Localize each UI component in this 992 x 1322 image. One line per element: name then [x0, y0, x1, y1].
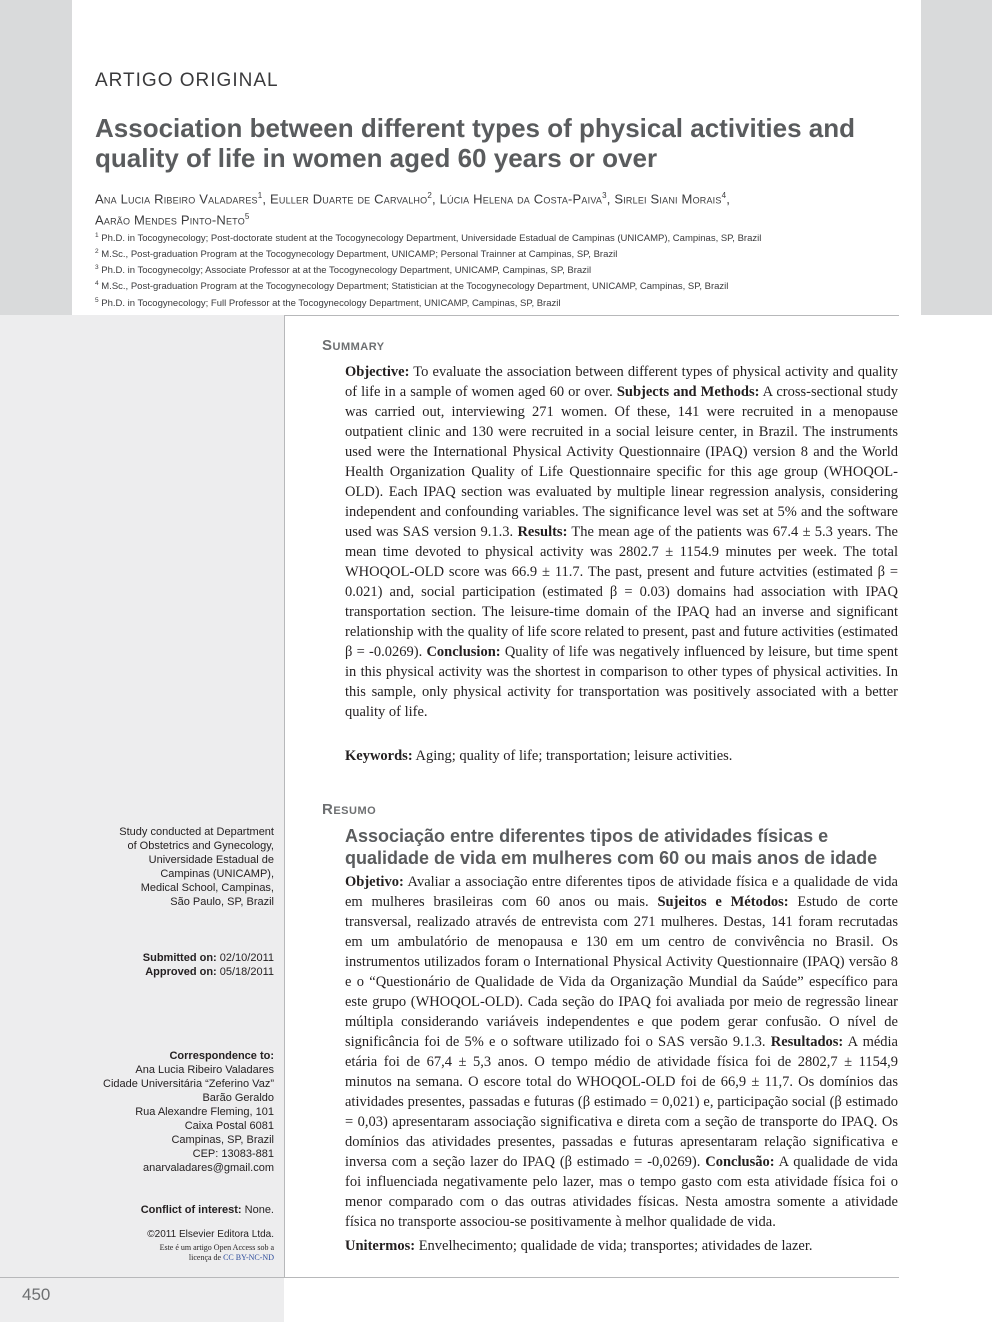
submitted-date: 02/10/2011	[216, 952, 274, 964]
objective-label: Objective:	[345, 364, 410, 380]
correspondence	[103, 1049, 274, 1175]
page-number: 450	[22, 1285, 51, 1304]
article-title: Association between different types of physical activities and quality of life in women aged 60 years or over	[95, 113, 855, 173]
affiliation-item	[95, 261, 895, 277]
resumo-body	[345, 872, 898, 1232]
author-list: Ana Lucia Ribeiro Valadares$^1$, Euller Duarte de Carvalho$^2$, Lúcia Helena da Costa-Paiva$^3$, Sirlei Siani Morais$^4$, Aarão Mendes Pinto-Neto$^5$	[95, 191, 731, 228]
resultados-text: A média etária foi de 67,4 ± 5,3 anos. O tempo médio de atividade física foi de 2802,7 ± 1154,9 minutos na semana. O escore total do WHOQOL-OLD foi de 66,9 ± 11,7. Os domínios das atividades presentes, passadas e futuras (β estimado = 0,021) e, participação social (β estimado = 0,03) apresentaram associação significativa e direta com a seção de transporte do IPAQ. Os domínios das atividades presentes, passadas e futuras apresentaram relação significativa e inversa com a seção lazer do IPAQ (β estimado = -0,0269).	[345, 1034, 898, 1170]
affiliation-item	[95, 229, 895, 245]
results-label: Results:	[517, 524, 568, 540]
submitted-line	[143, 951, 274, 965]
affiliation-text: Ph.D. in Tocogynecolgy; Associate Professor at at the Tocogynecology Department, UNICAMP, Campinas, SP, Brazil	[101, 265, 592, 277]
license-line: Este é um artigo Open Access sob a	[159, 1243, 274, 1252]
author-name: Sirlei Siani Morais	[614, 191, 722, 207]
conflict-text: None.	[241, 1204, 274, 1216]
metodos-text: Estudo de corte transversal, realizado através de entrevista com 271 mulheres. Destas, 141 foram recrutadas em um ambulatório de menopausa e 130 em um centro de convivência no Brasil. Os instrumentos utilizados foram o International Physical Activity Questionnaire (IPAQ) versão 8 e o “Questionário de Qualidade de Vida da Organização Mundial da Saúde” específico para este grupo (WHOQOL-OLD). Cada seção do IPAQ foi avaliada por meio de regressão linear múltipla considerando variáveis independentes e que podem gerar confusão. O nível de significância foi de 5% e o software utilizado foi o SAS versão 9.1.3.	[345, 894, 898, 1050]
affiliation-sup: 3	[95, 264, 99, 272]
approved-label: Approved on:	[145, 966, 217, 978]
approved-line	[143, 965, 274, 979]
sidebar-line: São Paulo, SP, Brazil	[170, 896, 274, 908]
author-name: Lúcia Helena da Costa-Paiva	[439, 191, 603, 207]
summary-heading: Summary	[322, 337, 385, 354]
conclusao-text: A qualidade de vida foi influenciada negativamente pelo lazer, mas o tempo gasto com esta atividade física foi o menor comparado com o das outras atividades físicas. Nesta amostra somente a atividade física no transporte associou-se positivamente à melhor qualidade de vida.	[345, 1154, 898, 1230]
header-band-right	[921, 0, 992, 315]
author-sup: 2	[427, 191, 432, 200]
sidebar-line: Medical School, Campinas,	[140, 882, 274, 894]
divider-horizontal	[284, 315, 899, 316]
methods-text: A cross-sectional study was carried out, interviewing 271 women. Of these, 141 were recruited in a menopause outpatient clinic and 130 were recruited in a social leisure center, in Brazil. The instruments used were the International Physical Activity Questionnaire (IPAQ) version 8 and the World Health Organization Quality of Life Questionnaire specific for this age group (WHOQOL-OLD). Each IPAQ section was evaluated by multiple linear regression analysis, considering independent and confounding variables. The significance level was set at 5% and the software used was SAS version 9.1.3.	[345, 384, 898, 540]
copyright: ©2011 Elsevier Editora Ltda.	[147, 1229, 274, 1240]
approved-date: 05/18/2011	[216, 966, 274, 978]
conclusion-label: Conclusion:	[426, 644, 501, 660]
resumo-heading: Resumo	[322, 801, 377, 818]
sidebar-line: Ana Lucia Ribeiro Valadares	[135, 1064, 274, 1076]
license-notice	[160, 1243, 274, 1263]
affiliation-sup: 1	[95, 232, 99, 239]
sidebar-line: Cidade Universitária “Zeferino Vaz”	[103, 1078, 274, 1090]
sidebar-line: Campinas, SP, Brazil	[171, 1134, 274, 1146]
resultados-label: Resultados:	[770, 1034, 844, 1050]
email-address[interactable]: anarvaladares@gmail.com	[142, 1162, 274, 1174]
author-name: Euller Duarte de Carvalho	[270, 191, 428, 207]
keywords	[345, 748, 898, 765]
unitermos-label: Unitermos:	[345, 1238, 416, 1254]
license-line: licença de	[188, 1253, 224, 1262]
affiliation-sup: 5	[95, 296, 99, 304]
keywords-text: Aging; quality of life; transportation; leisure activities.	[412, 748, 733, 764]
sidebar-line: Universidade Estadual de	[148, 854, 274, 866]
metodos-label: Sujeitos e Métodos:	[657, 894, 789, 910]
objetivo-label: Objetivo:	[345, 874, 404, 890]
sidebar-line: Caixa Postal 6081	[184, 1120, 274, 1132]
affiliation-list	[95, 229, 895, 310]
divider-vertical	[284, 315, 285, 1277]
conflict-of-interest	[141, 1203, 274, 1217]
affiliation-sup: 4	[95, 280, 99, 288]
objetivo-text: Avaliar a associação entre diferentes tipos de atividade física e a qualidade de vida em mulheres brasileiras com 60 anos ou mais.	[345, 874, 898, 910]
correspondence-label: Correspondence to:	[169, 1050, 274, 1062]
unitermos-text: Envelhecimento; qualidade de vida; transportes; atividades de lazer.	[415, 1238, 813, 1254]
sidebar-line: CEP: 13083-881	[192, 1148, 274, 1160]
sidebar-line: Campinas (UNICAMP),	[160, 868, 274, 880]
author-sup: 1	[257, 191, 263, 200]
affiliation-item	[95, 277, 895, 293]
author-name: Ana Lucia Ribeiro Valadares	[95, 191, 258, 207]
footer-divider	[0, 1277, 899, 1278]
conclusao-label: Conclusão:	[705, 1154, 775, 1170]
unitermos	[345, 1238, 898, 1255]
header-band-left	[0, 0, 72, 315]
sidebar-line: of Obstetrics and Gynecology,	[127, 840, 274, 852]
study-location	[119, 825, 274, 909]
author-sup: 3	[602, 191, 607, 200]
conclusion-text: Quality of life was negatively influenced by leisure, but time spent in this physical activity was the shortest in comparison to other types of physical activities. In this sample, only physical activity for transportation was positively associated with a better quality of life.	[345, 644, 898, 720]
sidebar-line: Study conducted at Department	[119, 826, 274, 838]
sidebar-line: Rua Alexandre Fleming, 101	[135, 1106, 274, 1118]
author-name: Aarão Mendes Pinto-Neto	[95, 212, 245, 228]
affiliation-item	[95, 245, 895, 261]
summary-body	[345, 362, 898, 722]
dates	[143, 951, 274, 979]
section-label: ARTIGO ORIGINAL	[95, 70, 279, 91]
resumo-title: Associação entre diferentes tipos de atividades físicas e qualidade de vida em mulheres com 60 ou mais anos de idade	[345, 826, 878, 868]
affiliation-text: M.Sc., Post-graduation Program at the Tocogynecology Department, UNICAMP; Personal Trainner at Campinas, SP, Brazil	[101, 249, 618, 261]
keywords-label: Keywords:	[345, 748, 413, 764]
affiliation-text: Ph.D. in Tocogynecology; Post-doctorate student at the Tocogynecology Department, Universidade Estadual de Campinas (UNICAMP), Campinas, SP, Brazil	[101, 233, 762, 245]
affiliation-item	[95, 294, 895, 310]
affiliation-text: Ph.D. in Tocogynecology; Full Professor at the Tocogynecology Department, UNICAMP, Campinas, SP, Brazil	[101, 297, 561, 309]
sidebar-line: Barão Geraldo	[202, 1092, 274, 1104]
submitted-label: Submitted on:	[142, 952, 217, 964]
results-text: The mean age of the patients was 67.4 ± 5.3 years. The mean time devoted to physical activity was 2802.7 ± 1154.9 minutes per week. The total WHOQOL-OLD score was 66.9 ± 11.7. The past, present and future actvities (estimated β = 0.021) and, social participation (estimated β = 0.03) domains had association with IPAQ transportation section. The leisure-time domain of the IPAQ had an inverse and significant relationship with the quality of life score related to present, past and future activities (estimated β = -0.0269).	[345, 524, 898, 660]
objective-text: To evaluate the association between different types of physical activity and quality of life in a sample of women aged 60 or over.	[345, 364, 898, 400]
methods-label: Subjects and Methods:	[616, 384, 760, 400]
affiliation-sup: 2	[95, 248, 99, 256]
author-sup: 4	[721, 191, 727, 200]
license-link[interactable]: CC BY-NC-ND	[223, 1253, 274, 1262]
conflict-label: Conflict of interest:	[140, 1204, 242, 1216]
author-sup: 5	[244, 212, 250, 222]
affiliation-text: M.Sc., Post-graduation Program at the Tocogynecology Department; Statistician at the Tocogynecology Department, UNICAMP, Campinas, SP, Brazil	[101, 281, 729, 293]
